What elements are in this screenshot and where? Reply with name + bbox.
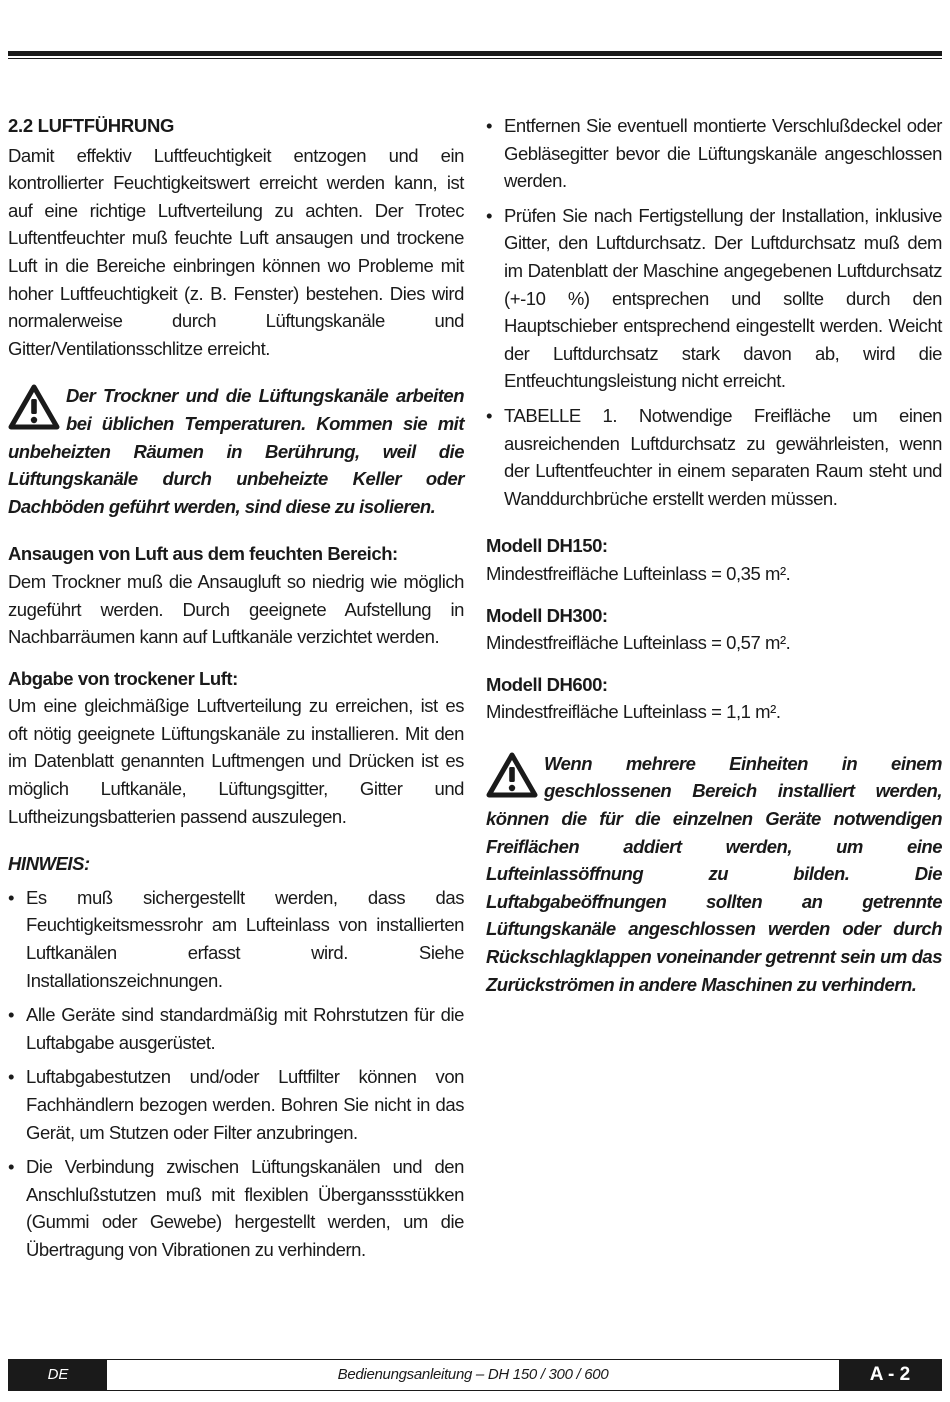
right-column [486, 112, 942, 1018]
page-footer [8, 1359, 942, 1391]
right-list [486, 112, 942, 512]
warning-text-1: Der Trockner und die Lüftungskanäle arbeiten bei üblichen Temperaturen. Kommen sie mit unbeheizten Räumen in Berührung, weil die Lüftungskanäle durch unbeheizte Keller oder Dachböden geführt werden, sind diese zu isolieren. [8, 385, 464, 517]
footer-language: DE [9, 1360, 107, 1390]
header-rule [8, 51, 942, 56]
output-heading: Abgabe von trockener Luft: [8, 667, 238, 689]
output-paragraph [8, 665, 464, 831]
list-item: • TABELLE 1. Notwendige Freifläche um einen ausreichenden Luftdurchsatz zu gewährleisten, wenn der Luftentfeuchter in einem separaten Raum steht und Wanddurchbrüche erstellt werden müssen. [486, 402, 942, 512]
warning-triangle-icon [8, 384, 60, 430]
list-item: • Entfernen Sie eventuell montierte Verschlußdeckel oder Gebläsegitter bevor die Lüftungskanäle angeschlossen werden. [486, 112, 942, 195]
warning-triangle-icon [486, 752, 538, 798]
model-title: Modell DH600: [486, 673, 608, 695]
warning-note-1 [8, 382, 464, 520]
intake-heading: Ansaugen von Luft aus dem feuchten Bereich: [8, 543, 398, 565]
model-value: Mindestfreifläche Lufteinlass = 0,57 m². [486, 632, 791, 654]
page-number: A - 2 [839, 1360, 941, 1390]
list-item: • Prüfen Sie nach Fertigstellung der Installation, inklusive Gitter, den Luftdurchsatz. Der Luftdurchsatz muß dem im Datenblatt der Maschine angegebenen Luftdurchsatz (+-10 %) entsprechen und sollte durch den Hauptschieber entsprechend eingestellt werden. Weicht der Luftdurchsatz stark davon ab, wird die Entfeuchtungsleistung nicht erreicht. [486, 202, 942, 395]
header-rule-thin [8, 58, 942, 59]
model-dh600 [486, 671, 942, 726]
intake-paragraph [8, 540, 464, 650]
model-title: Modell DH150: [486, 535, 608, 557]
list-item: • Es muß sichergestellt werden, dass das Feuchtigkeitsmessrohr am Lufteinlass von installierten Luftkanälen erfasst wird. Siehe Installationszeichnungen. [8, 884, 464, 994]
footer-title: Bedienungsanleitung – DH 150 / 300 / 600 [337, 1366, 609, 1383]
warning-text-2: Wenn mehrere Einheiten in einem geschlossenen Bereich installiert werden, können die für die einzelnen Geräte notwendigen Freiflächen addiert werden, um eine Lufteinlassöffnung zu bilden. Die Luftabgabeöffnungen sollten an getrennte Lüftungskanäle angeschlossen werden oder durch Rückschlagklappen voneinander getrennt sein um das Zurückströmen in andere Maschinen zu verhindern. [486, 752, 942, 995]
warning-note-2 [486, 750, 942, 998]
model-title: Modell DH300: [486, 604, 608, 626]
left-column [8, 112, 464, 1271]
model-dh150 [486, 532, 942, 587]
section-title: 2.2 LUFTFÜHRUNG [8, 115, 175, 136]
list-item: • Die Verbindung zwischen Lüftungskanälen und den Anschlußstutzen muß mit flexiblen Überganssstükken (Gummi oder Gewebe) hergestellt werden, um die Übertragung von Vibrationen zu verhindern. [8, 1153, 464, 1263]
output-text: Um eine gleichmäßige Luftverteilung zu erreichen, ist es oft nötig geeignete Lüftungskanäle zu installieren. Mit den im Datenblatt genannten Luftmengen und Drücken ist es möglich Luftkanäle, Lüftungsgitter, Gitter und Luftheizungsbatterien passend auszulegen. [8, 695, 464, 827]
model-value: Mindestfreifläche Lufteinlass = 0,35 m². [486, 562, 791, 584]
hinweis-list [8, 884, 464, 1264]
section-intro: Damit effektiv Luftfeuchtigkeit entzogen und ein kontrollierter Feuchtigkeitswert erreicht werden kann, ist auf eine richtige Luftverteilung zu achten. Der Trotec Luftentfeuchter muß feuchte Luft ansaugen und trockene Luft in die Bereiche einbringen können wo Probleme mit hoher Luftfeuchtigkeit (z. B. Fenster) bestehen. Dies wird normalerweise durch Lüftungskanäle und Gitter/Ventilationsschlitze erreicht. [8, 144, 464, 359]
list-item: • Alle Geräte sind standardmäßig mit Rohrstutzen für die Luftabgabe ausgerüstet. [8, 1001, 464, 1056]
list-item: • Luftabgabestutzen und/oder Luftfilter können von Fachhändlern bezogen werden. Bohren Sie nicht in das Gerät, um Stutzen oder Filter anzubringen. [8, 1063, 464, 1146]
model-value: Mindestfreifläche Lufteinlass = 1,1 m². [486, 701, 781, 723]
hinweis-heading: HINWEIS: [8, 853, 90, 875]
model-dh300 [486, 602, 942, 657]
intake-text: Dem Trockner muß die Ansaugluft so niedrig wie möglich zugeführt werden. Durch geeignete Aufstellung in Nachbarräumen kann auf Luftkanäle verzichtet werden. [8, 570, 464, 648]
